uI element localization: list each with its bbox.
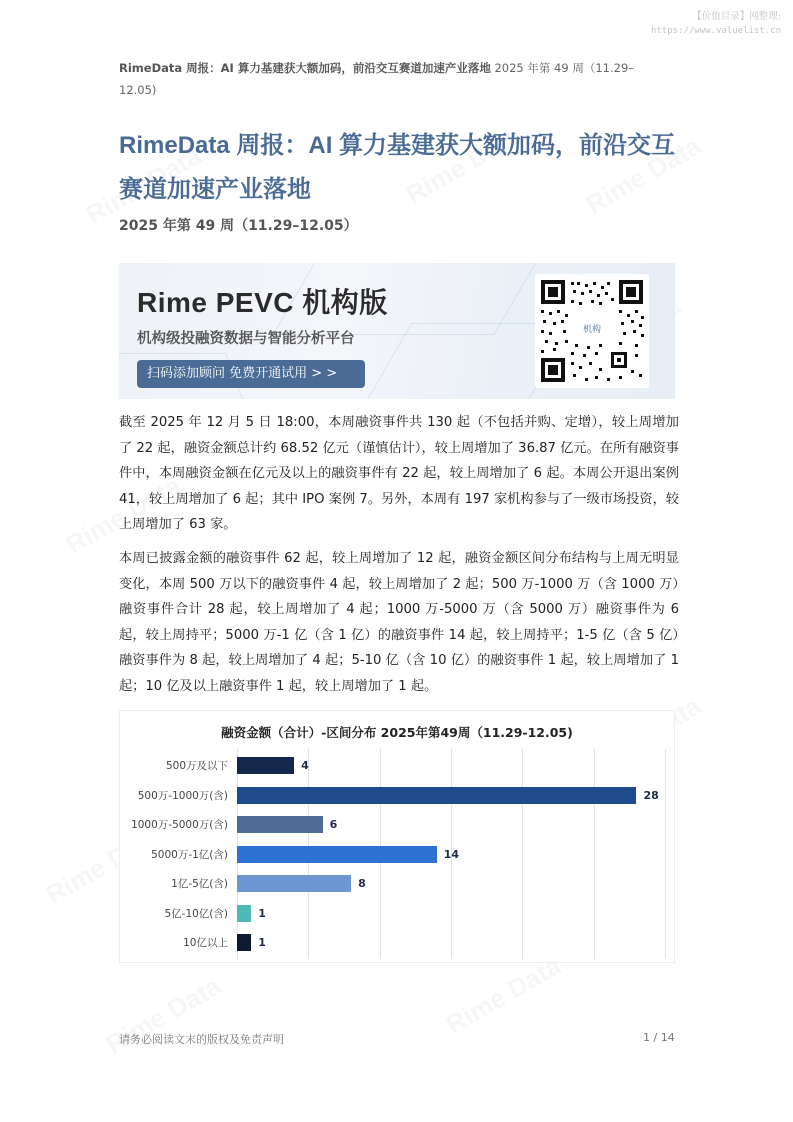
summary-paragraph: 截至 2025 年 12 月 5 日 18:00，本周融资事件共 130 起（不包括并购、定增），较上周增加了 22 起，融资金额总计约 68.52 亿元（谨慎估计），较上周增加了 36.87 亿元。在所有融资事件中，本周融资金额在亿元及以上的融资事件有 22 起，较上周增加了 6 起。本周公开退出案例 41，较上周增加了 6 起；其中 IPO 案例 7。另外，本周有 197 家机构参与了一级市场投资，较上周增加了 63 家。 [119,415,679,532]
chart-category-label: 10亿以上 [183,937,228,949]
chart-bar [237,757,294,774]
chart-category-label: 5亿-10亿(含) [164,907,228,920]
chart-value-label: 28 [643,788,659,802]
banner-subtitle: 机构级投融资数据与智能分析平台 [137,331,355,347]
chart-bar-row [120,814,665,836]
chart-bar-row [120,755,665,777]
chart-bar [237,875,351,892]
chart-bar-row [120,844,665,866]
chart-category-label: 500万-1000万(含) [137,789,228,802]
chart-bar [237,816,323,833]
qr-center-label: 机构 [572,319,612,341]
chart-value-label: 1 [258,936,266,949]
chart-gridline [665,749,666,959]
chart-title: 融资金额（合计）-区间分布 2025年第49周（11.29-12.05) [221,725,573,740]
running-header [119,57,659,101]
chart-category-label: 1000万-5000万(含) [131,819,228,831]
disclaimer-note: 请务必阅读文末的版权及免责声明 [119,1033,284,1046]
trial-signup-button[interactable]: 扫码添加顾问 免费开通试用 > > [137,360,365,388]
chart-bar [237,905,251,922]
funding-distribution-chart [119,710,675,963]
chart-value-label: 8 [358,877,366,890]
chart-bar-row [120,932,665,954]
chart-value-label: 14 [443,847,460,861]
running-header-week: 2025 年第 49 周（11.29–12.05) [119,61,635,97]
source-watermark-url: https://www.valuelist.cn [650,26,781,36]
chart-bar [237,934,251,951]
qr-code-icon[interactable] [535,274,649,388]
chart-value-label: 4 [301,759,309,772]
chart-bar [237,787,636,804]
source-watermark [651,10,781,38]
distribution-paragraph: 本周已披露金额的融资事件 62 起，较上周增加了 12 起，融资金额区间分布结构与上周无明显变化，本周 500 万以下的融资事件 4 起，较上周增加了 2 起；500 万-1000 万（含 1000 万）融资事件合计 28 起，较上周增加了 4 起；1000 万-5000 万（含 5000 万）融资事件为 6 起，较上周持平；5000 万-1 亿（含 1 亿）的融资事件 14 起，较上周持平；1-5 亿（含 5 亿）融资事件为 8 起，较上周增加了 4 起；5-10 亿（含 10 亿）的融资事件 1 起，较上周增加了 1 起；10 亿及以上融资事件 1 起，较上周增加了 1 起。 [119,551,679,694]
chart-bar-row [120,785,665,807]
chart-category-label: 5000万-1亿(含) [151,848,228,861]
chart-plot-area [131,749,665,959]
chart-value-label: 6 [329,818,338,831]
page-subtitle: 2025 年第 49 周（11.29–12.05） [119,218,358,234]
running-header-title: RimeData 周报：AI 算力基建获大额加码，前沿交互赛道加速产业落地 [119,61,491,75]
banner-title: Rime PEVC 机构版 [137,287,388,318]
page-title: RimeData 周报：AI 算力基建获大额加码，前沿交互赛道加速产业落地 [119,132,676,203]
promo-banner[interactable] [119,263,675,399]
chart-category-label: 500万及以下 [165,760,228,772]
chart-bar-row [120,903,665,925]
chart-bar-row [120,873,665,895]
chart-category-label: 1亿-5亿(含) [171,878,228,890]
page-number: 1 / 14 [643,1031,675,1044]
chart-value-label: 1 [258,906,266,920]
source-watermark-label: 【价值目录】网整理: [692,11,781,22]
chart-bar [237,846,437,863]
